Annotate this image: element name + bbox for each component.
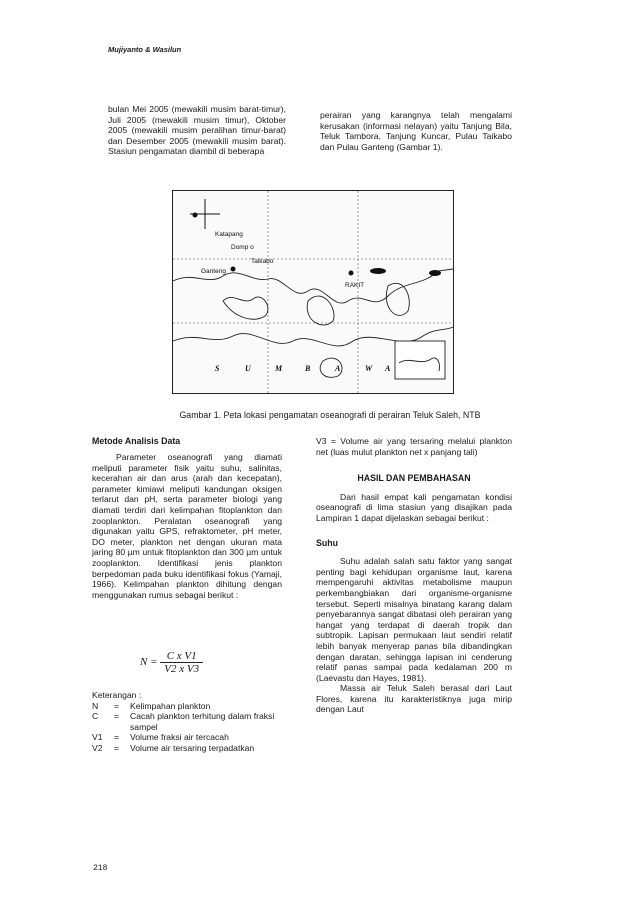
map-graphic bbox=[173, 191, 453, 393]
formula-numerator: C x V1 bbox=[160, 650, 203, 663]
map-label-s: S bbox=[215, 364, 220, 373]
v3-definition: V3 = Volume air yang tersaring melalui plankton net (luas mulut plankton net x panjang tali) bbox=[316, 436, 512, 457]
suhu-paragraph-2: Massa air Teluk Saleh berasal dari Laut Flores, karena itu karakteristiknya juga mirip dengan Laut bbox=[316, 683, 512, 715]
legend-description: Cacah plankton terhitung dalam fraksi sampel bbox=[130, 711, 275, 732]
legend-description: Volume fraksi air tercacah bbox=[130, 732, 229, 743]
legend-description: Kelimpahan plankton bbox=[130, 700, 211, 711]
map-label-ganteng: Ganteng bbox=[201, 268, 226, 275]
map-label-katapang: Katapang bbox=[215, 231, 243, 238]
legend-row bbox=[92, 711, 282, 732]
map-label-a2: A bbox=[385, 364, 391, 373]
legend-row bbox=[92, 732, 282, 743]
legend-symbol: N bbox=[92, 700, 99, 711]
running-head: Mujiyanto & Wasilun bbox=[108, 45, 182, 54]
results-heading: HASIL DAN PEMBAHASAN bbox=[357, 473, 471, 484]
page-number: 218 bbox=[93, 864, 108, 873]
formula-fraction bbox=[160, 650, 203, 675]
map-label-w: W bbox=[365, 364, 373, 373]
map-label-a1: A bbox=[335, 364, 341, 373]
suhu-paragraph-1: Suhu adalah salah satu faktor yang sangat penting bagi kehidupan organisme laut, karena mempengaruhi aktivitas metabolisme maupun perkembangbiakan dari organisme-organisme tersebut. Seperti misalnya binatang karang dalam penyebarannya sangat dibatasi oleh perairan yang hangat yang terdapat di daerah tropik dan subtropik. Lapisan permukaan laut sendiri relatif lebih banyak menyerap panas bila dibandingkan dengan daratan, sehingga lapisan ini cenderung relatif panas sampai pada kedalaman 200 m (Laevastu dan Hayes, 1981). bbox=[316, 556, 512, 683]
location-map bbox=[172, 190, 454, 394]
results-paragraph: Dari hasil empat kali pengamatan kondisi oseanografi di lima stasiun yang disajikan pada Lampiran 1 dapat dijelaskan sebagai berikut : bbox=[316, 491, 512, 523]
map-label-b: B bbox=[305, 364, 311, 373]
legend-symbol: V1 bbox=[92, 732, 103, 743]
intro-right-text: perairan yang karangnya telah mengalami kerusakan (informasi nelayan) yaitu Tanjung Bila, Teluk Tambora, Tanjung Kuncar, Pulau Taikabo dan Pulau Ganteng (Gambar 1). bbox=[320, 110, 512, 152]
intro-left-text: bulan Mei 2005 (mewakili musim barat-timur), Juli 2005 (mewakili musim timur), Oktober 2005 (mewakili musim peralihan timur-barat) dan Desember 2005 (mewakili musim barat). Stasiun pengamatan diambil di beberapa bbox=[108, 104, 286, 157]
map-label-m: M bbox=[275, 364, 283, 373]
legend-equals: = bbox=[114, 732, 120, 743]
figure-caption: Gambar 1. Peta lokasi pengamatan oseanografi di perairan Teluk Saleh, NTB bbox=[179, 410, 481, 420]
intro-left-column bbox=[108, 104, 286, 157]
legend-title: Keterangan : bbox=[92, 690, 142, 700]
legend-row bbox=[92, 701, 282, 712]
abundance-formula bbox=[140, 650, 203, 675]
intro-right-column bbox=[320, 110, 512, 152]
formula-denominator: V2 x V3 bbox=[164, 663, 200, 675]
legend-symbol: C bbox=[92, 711, 99, 722]
formula-lhs: N = bbox=[140, 656, 158, 669]
legend-row bbox=[92, 743, 282, 754]
legend-description: Volume air tersaring terpadatkan bbox=[130, 742, 255, 753]
suhu-heading: Suhu bbox=[316, 537, 338, 548]
methods-section bbox=[92, 436, 282, 609]
legend-equals: = bbox=[114, 711, 120, 722]
legend-equals: = bbox=[114, 700, 120, 711]
legend-equals: = bbox=[114, 742, 120, 753]
formula-legend bbox=[92, 690, 282, 754]
map-label-dompo: Domp o bbox=[231, 244, 254, 251]
map-label-taikabo: Taikabo bbox=[251, 258, 274, 265]
right-lower-column bbox=[316, 436, 512, 715]
map-label-u: U bbox=[245, 364, 251, 373]
methods-heading: Metode Analisis Data bbox=[92, 436, 181, 446]
legend-rows bbox=[92, 701, 282, 754]
map-label-rakit: RAKIT bbox=[345, 282, 365, 289]
methods-paragraph: Parameter oseanografi yang diamati meliputi parameter fisik yaitu suhu, salinitas, kecerahan air dan arus (arah dan kecepatan), parameter kimiawi meliputi kandungan oksigen terlarut dan pH, serta parameter biologi yang diamati terdiri dari kelimpahan fitoplankton dan zooplankton. Peralatan oseanografi yang digunakan yaitu GPS, refraktometer, pH meter, DO meter, plankton net dengan ukuran mata jaring 80 µm untuk fitoplankton dan 300 µm untuk zooplankton. Identifikasi jenis plankton berpedoman pada buku identifikasi fokus (Yamaji, 1966). Kelimpahan plankton dihitung dengan menggunakan rumus sebagai berikut : bbox=[92, 452, 282, 600]
legend-symbol: V2 bbox=[92, 742, 103, 753]
